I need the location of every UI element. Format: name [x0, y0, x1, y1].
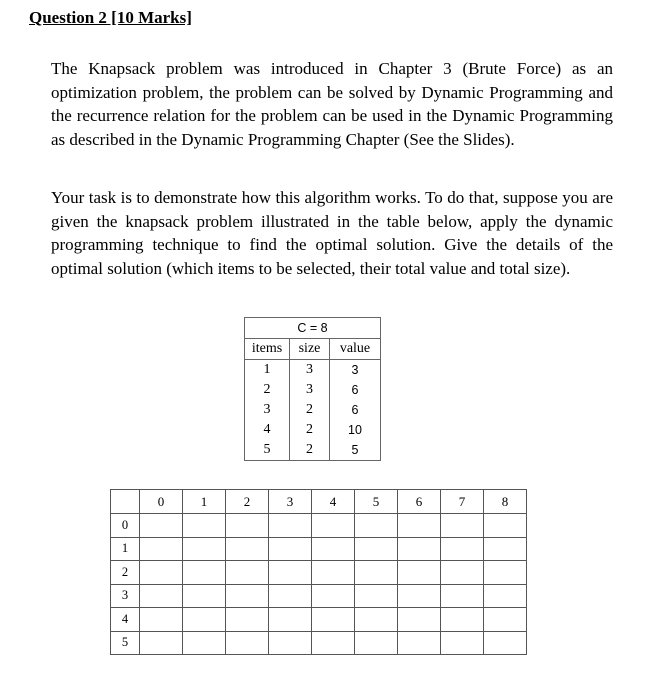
dp-cell[interactable]	[140, 537, 183, 561]
header-value: value	[330, 339, 381, 360]
table-row	[245, 380, 381, 400]
dp-cell[interactable]	[312, 561, 355, 585]
dp-cell[interactable]	[226, 608, 269, 632]
header-size: size	[290, 339, 330, 360]
item-value: 6	[330, 400, 381, 420]
dp-row	[111, 584, 527, 608]
item-value: 6	[330, 380, 381, 400]
dp-header-row	[111, 490, 527, 514]
dp-cell[interactable]	[140, 514, 183, 538]
item-size: 3	[290, 360, 330, 381]
item-size: 2	[290, 440, 330, 461]
dp-row-header: 5	[111, 631, 140, 655]
dp-cell[interactable]	[484, 537, 527, 561]
item-number: 3	[245, 400, 290, 420]
dp-cell[interactable]	[398, 537, 441, 561]
dp-cell[interactable]	[183, 561, 226, 585]
knapsack-items-table	[244, 317, 381, 461]
question-paragraph-intro: The Knapsack problem was introduced in Chapter 3 (Brute Force) as an optimization problem, the problem can be solved by Dynamic Programming and the recurrence relation for the problem can be used in the Dynamic Programming as described in the Dynamic Programming Chapter (See the Slides).	[51, 59, 613, 149]
dp-row	[111, 537, 527, 561]
dp-row-header: 1	[111, 537, 140, 561]
dp-column-header: 2	[226, 490, 269, 514]
dp-row	[111, 631, 527, 655]
dp-cell[interactable]	[441, 561, 484, 585]
dp-cell[interactable]	[355, 514, 398, 538]
table-row	[245, 420, 381, 440]
dp-column-header: 3	[269, 490, 312, 514]
dp-cell[interactable]	[140, 561, 183, 585]
item-size: 2	[290, 420, 330, 440]
item-value: 10	[330, 420, 381, 440]
dp-cell[interactable]	[226, 631, 269, 655]
dp-column-header: 4	[312, 490, 355, 514]
dp-cell[interactable]	[441, 537, 484, 561]
dp-cell[interactable]	[312, 631, 355, 655]
dp-cell[interactable]	[441, 631, 484, 655]
dp-cell[interactable]	[312, 514, 355, 538]
table-row	[245, 440, 381, 461]
dp-cell[interactable]	[355, 561, 398, 585]
dp-cell[interactable]	[183, 631, 226, 655]
dp-row-header: 3	[111, 584, 140, 608]
dp-cell[interactable]	[269, 584, 312, 608]
dp-column-header: 8	[484, 490, 527, 514]
dp-row-header: 2	[111, 561, 140, 585]
dp-cell[interactable]	[312, 608, 355, 632]
dp-column-header: 6	[398, 490, 441, 514]
item-value: 3	[330, 360, 381, 381]
dp-corner-cell	[111, 490, 140, 514]
dp-cell[interactable]	[484, 631, 527, 655]
header-items: items	[245, 339, 290, 360]
dp-cell[interactable]	[226, 514, 269, 538]
dp-row-header: 4	[111, 608, 140, 632]
dp-cell[interactable]	[140, 631, 183, 655]
dp-cell[interactable]	[355, 608, 398, 632]
dp-cell[interactable]	[140, 608, 183, 632]
question-paragraph-task: Your task is to demonstrate how this algorithm works. To do that, suppose you are given the knapsack problem illustrated in the table below, apply the dynamic programming technique to find the optimal solution. Give the details of the optimal solution (which items to be selected, their total value and total size).	[51, 188, 613, 278]
dp-row	[111, 561, 527, 585]
dp-cell[interactable]	[398, 631, 441, 655]
dp-cell[interactable]	[269, 561, 312, 585]
dp-cell[interactable]	[484, 608, 527, 632]
dp-cell[interactable]	[398, 514, 441, 538]
question-title: Question 2 [10 Marks]	[29, 8, 192, 27]
dp-cell[interactable]	[355, 584, 398, 608]
item-size: 3	[290, 380, 330, 400]
dp-cell[interactable]	[484, 514, 527, 538]
dp-row	[111, 514, 527, 538]
dp-cell[interactable]	[183, 514, 226, 538]
dp-row-header: 0	[111, 514, 140, 538]
dp-cell[interactable]	[484, 584, 527, 608]
dp-column-header: 5	[355, 490, 398, 514]
dp-cell[interactable]	[226, 537, 269, 561]
dp-column-header: 7	[441, 490, 484, 514]
dp-cell[interactable]	[398, 561, 441, 585]
dp-cell[interactable]	[269, 514, 312, 538]
item-number: 2	[245, 380, 290, 400]
dp-cell[interactable]	[312, 584, 355, 608]
dp-cell[interactable]	[355, 631, 398, 655]
dp-cell[interactable]	[355, 537, 398, 561]
table-row	[245, 400, 381, 420]
dp-cell[interactable]	[441, 608, 484, 632]
dp-cell[interactable]	[441, 514, 484, 538]
dp-cell[interactable]	[312, 537, 355, 561]
dp-cell[interactable]	[269, 537, 312, 561]
item-size: 2	[290, 400, 330, 420]
dp-cell[interactable]	[398, 608, 441, 632]
item-number: 1	[245, 360, 290, 381]
table-row	[245, 360, 381, 381]
item-value: 5	[330, 440, 381, 461]
dp-column-header: 1	[183, 490, 226, 514]
dp-cell[interactable]	[484, 561, 527, 585]
dp-cell[interactable]	[226, 561, 269, 585]
dp-cell[interactable]	[269, 608, 312, 632]
dp-table	[110, 489, 527, 655]
dp-cell[interactable]	[183, 537, 226, 561]
dp-cell[interactable]	[398, 584, 441, 608]
dp-column-header: 0	[140, 490, 183, 514]
dp-row	[111, 608, 527, 632]
dp-cell[interactable]	[441, 584, 484, 608]
dp-cell[interactable]	[269, 631, 312, 655]
dp-cell[interactable]	[140, 584, 183, 608]
dp-cell[interactable]	[226, 584, 269, 608]
item-number: 5	[245, 440, 290, 461]
dp-cell[interactable]	[183, 608, 226, 632]
capacity-label: C = 8	[245, 318, 381, 339]
item-number: 4	[245, 420, 290, 440]
dp-cell[interactable]	[183, 584, 226, 608]
